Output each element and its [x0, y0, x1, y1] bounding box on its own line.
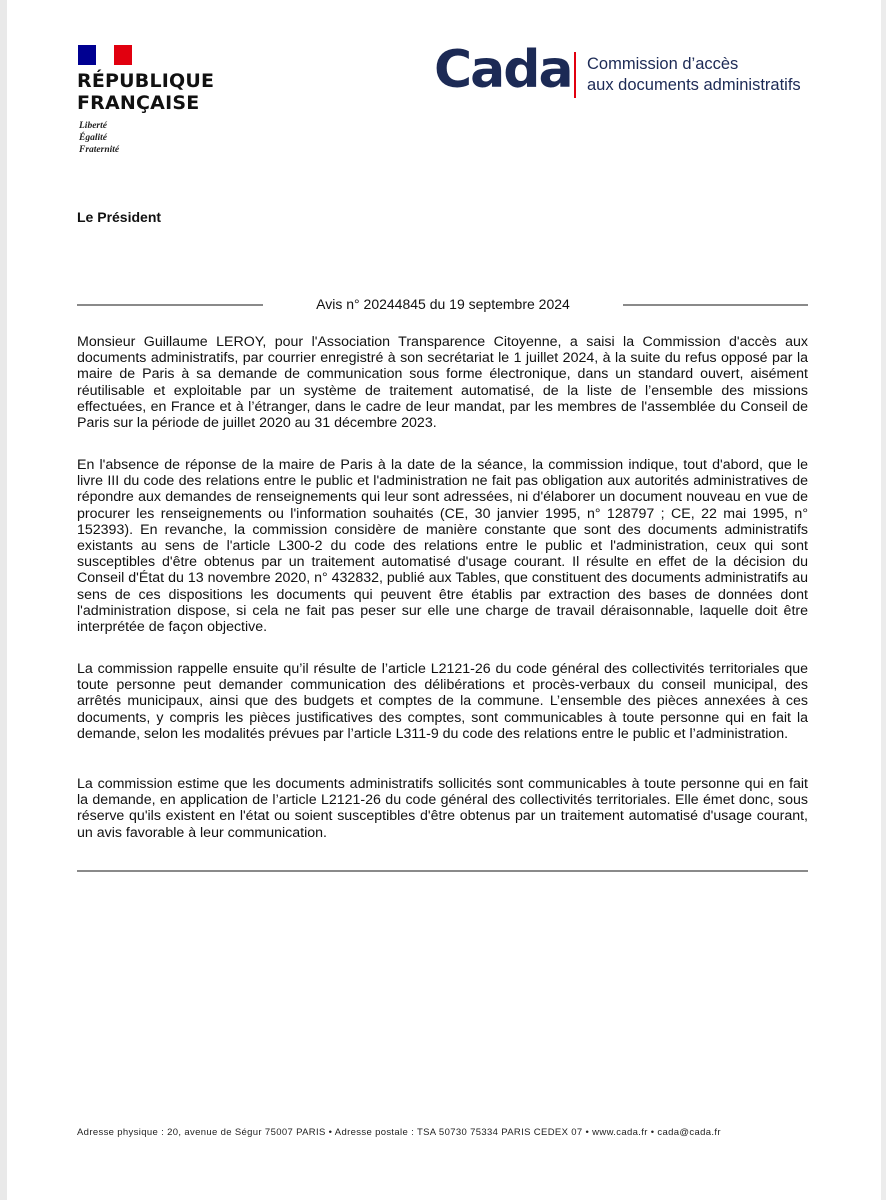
footer-address: Adresse physique : 20, avenue de Ségur 75007 PARIS • Adresse postale : TSA 50730 75334 PARIS CEDEX 07 • www.cada.fr • cada@cada.fr	[77, 1127, 721, 1138]
heading-rule-right	[623, 304, 808, 306]
motto-egalite: Égalité	[79, 133, 107, 143]
paragraph-3: La commission rappelle ensuite qu’il résulte de l’article L2121-26 du code général des collectivités territoriales que toute personne peut demander communication des délibérations et procès-verbaux du conseil municipal, des arrêtés municipaux, ainsi que des budgets et comptes de la commune. L’ensemble des pièces annexées à ces documents, y compris les pièces justificatives des comptes, sont communicables à toute personne qui en fait la demande, selon les modalités prévues par l’article L311-9 du code des relations entre le public et l’administration.	[77, 661, 808, 742]
republique-line1: RÉPUBLIQUE	[77, 70, 215, 92]
page-edge-left	[0, 0, 7, 1200]
french-flag-icon	[78, 45, 132, 65]
sender-title: Le Président	[77, 209, 162, 225]
paragraph-4: La commission estime que les documents administratifs sollicités sont communicables à toute personne qui en fait la demande, en application de l’article L2121-26 du code général des collectivités territoriales. Elle émet donc, sous réserve qu'ils existent en l'état ou soient susceptibles d'être obtenus par un traitement automatisé d'usage courant, un avis favorable à leur communication.	[77, 776, 808, 841]
cada-name-line1: Commission d’accès	[587, 55, 739, 73]
cada-name-line2: aux documents administratifs	[587, 76, 801, 94]
closing-rule	[77, 870, 808, 872]
motto-liberte: Liberté	[79, 121, 107, 131]
motto-fraternite: Fraternité	[79, 145, 120, 155]
paragraph-2: En l'absence de réponse de la maire de Paris à la date de la séance, la commission indique, tout d'abord, que le livre III du code des relations entre le public et l'administration ne fait pas obligation aux autorités administratives de répondre aux demandes de renseignements qui leur sont adressées, ni d'élaborer un document nouveau en vue de procurer les renseignements ou l'information souhaités (CE, 30 janvier 1995, n° 128797 ; CE, 22 mai 1995, n° 152393). En revanche, la commission considère de manière constante que sont des documents administratifs existants au sens de l'article L300-2 du code des relations entre le public et l'administration, ceux qui sont susceptibles d'être obtenus par un traitement automatisé d'usage courant. Il résulte en effet de la décision du Conseil d'État du 13 novembre 2020, n° 432832, publié aux Tables, que constituent des documents administratifs au sens de ces dispositions les documents qui peuvent être établis par extraction des bases de données dont l'administration dispose, si cela ne fait pas peser sur elle une charge de travail déraisonnable, laquelle doit être interprétée de façon objective.	[77, 457, 808, 636]
logo-separator	[574, 52, 576, 98]
page-edge-right	[881, 0, 886, 1200]
paragraph-1: Monsieur Guillaume LEROY, pour l'Association Transparence Citoyenne, a saisi la Commission d'accès aux documents administratifs, par courrier enregistré à son secrétariat le 1 juillet 2024, à la suite du refus opposé par la maire de Paris à sa demande de communication sous forme électronique, dans un standard ouvert, aisément réutilisable et exploitable par un système de traitement automatisé, de la liste de l’ensemble des missions effectuées, en France et à l’étranger, dans le cadre de leur mandat, par les membres de l'assemblée du Conseil de Paris sur la période de juillet 2020 au 31 décembre 2023.	[77, 334, 808, 432]
heading-rule-left	[77, 304, 263, 306]
cada-logo: Cada	[434, 40, 572, 100]
avis-title: Avis n° 20244845 du 19 septembre 2024	[316, 296, 570, 312]
republique-line2: FRANÇAISE	[77, 92, 200, 114]
